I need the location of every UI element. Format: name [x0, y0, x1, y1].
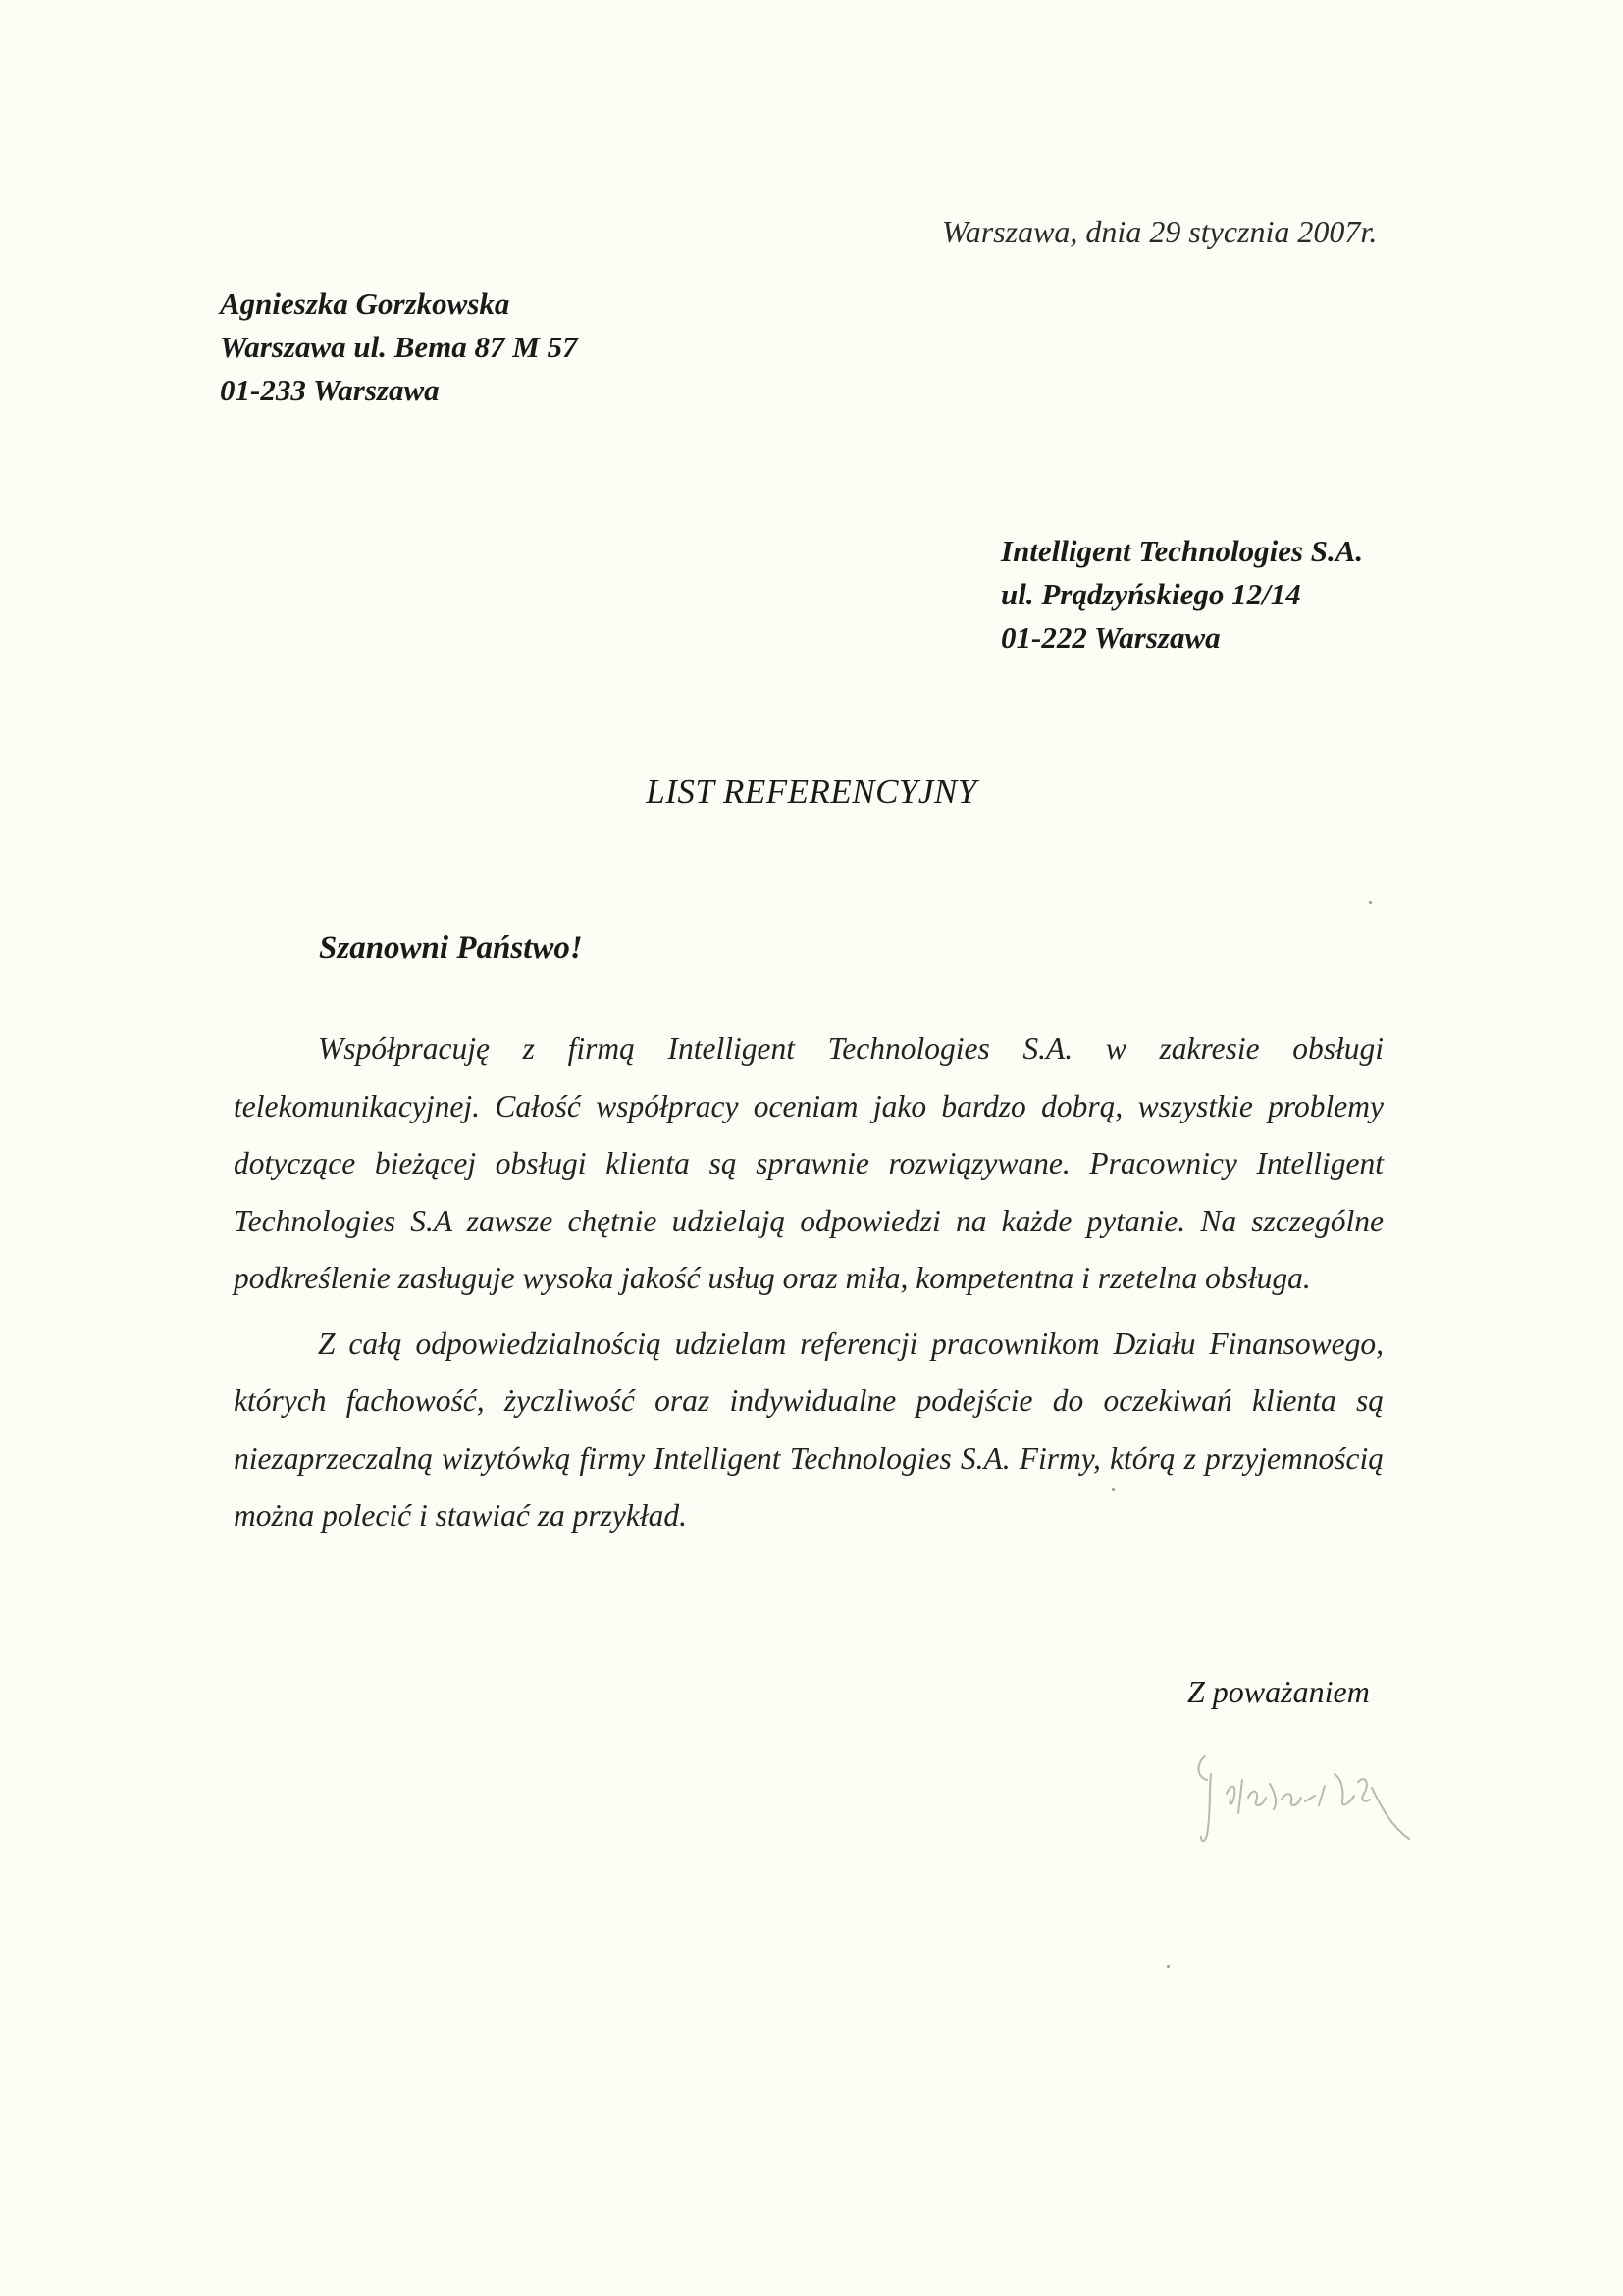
letter-date: Warszawa, dnia 29 stycznia 2007r. — [942, 214, 1378, 249]
sender-name: Agnieszka Gorzkowska — [220, 287, 510, 321]
handwritten-signature — [1187, 1745, 1442, 1862]
sender-address — [220, 283, 578, 412]
paper-speck — [1112, 1488, 1115, 1491]
recipient-city: 01-222 Warszawa — [1001, 620, 1221, 654]
closing: Z poważaniem — [1187, 1674, 1370, 1709]
body-paragraph: Z całą odpowiedzialnością udzielam referencji pracownikom Działu Finansowego, których fachowość, życzliwość oraz indywidualne podejście do oczekiwań klienta są niezaprzeczalną wizytówką firmy Intelligent Technologies S.A. Firmy, którą z przyjemnością można polecić i stawiać za przykład. — [234, 1326, 1384, 1533]
recipient-address — [1001, 530, 1363, 659]
paper-speck — [1369, 901, 1372, 904]
sender-city: 01-233 Warszawa — [220, 373, 440, 407]
body-paragraph: Współpracuję z firmą Intelligent Technologies S.A. w zakresie obsługi telekomunikacyjnej. Całość współpracy oceniam jako bardzo dobrą, wszystkie problemy dotyczące bieżącej obsługi klienta są sprawnie rozwiązywane. Pracownicy Intelligent Technologies S.A zawsze chętnie udzielają odpowiedzi na każde pytanie. Na szczególne podkreślenie zasługuje wysoka jakość usług oraz miła, kompetentna i rzetelna obsługa. — [234, 1031, 1384, 1295]
paper-speck — [1167, 1965, 1170, 1968]
salutation: Szanowni Państwo! — [319, 930, 583, 965]
document-title: LIST REFERENCYJNY — [646, 772, 977, 810]
recipient-company: Intelligent Technologies S.A. — [1001, 534, 1364, 568]
letter-body — [234, 1020, 1384, 1545]
sender-street: Warszawa ul. Bema 87 M 57 — [220, 330, 578, 364]
recipient-street: ul. Prądzyńskiego 12/14 — [1001, 577, 1301, 611]
